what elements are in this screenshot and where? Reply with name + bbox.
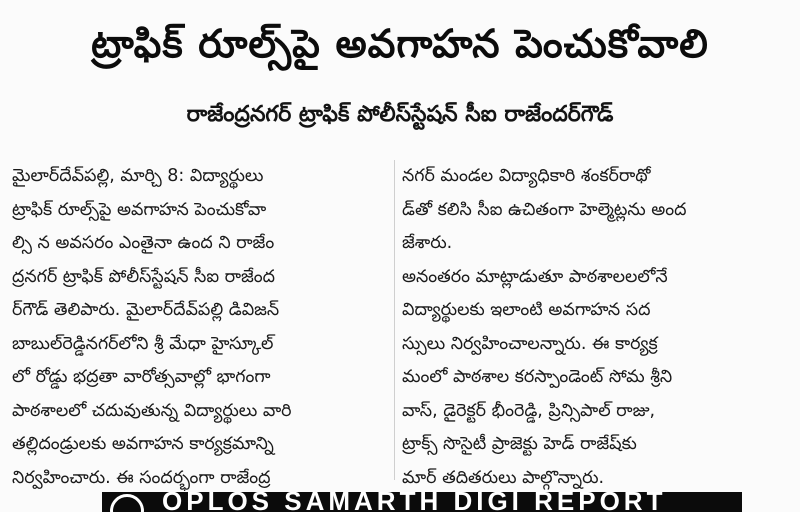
body-line: నిర్వహించారు. ఈ సందర్భంగా రాజేంద్ర: [12, 467, 271, 488]
left-column: [12, 160, 390, 495]
body-line: డ్‌తో కలిసి సీఐ ఉచితంగా హెల్మెట్లను అంద: [402, 199, 687, 220]
body-line: మంలో పాఠశాల కరస్పాండెంట్ సోమ శ్రీని: [402, 367, 673, 387]
footer-banner-text: OPLOS SAMARTH DIGI REPORT: [162, 492, 667, 512]
body-line: పాఠశాలలో చదువుతున్న విద్యార్థులు వారి: [12, 400, 292, 421]
body-line: లో రోడ్డు భద్రతా వారోత్సవాల్లో భాగంగా: [12, 367, 271, 387]
article-headline: ట్రాఫిక్ రూల్స్‌పై అవగాహన పెంచుకోవాలి: [91, 22, 709, 67]
body-line: ద్రనగర్ ట్రాఫిక్ పోలీస్‌స్టేషన్ సీఐ రాజేంద: [12, 266, 276, 287]
article-subheadline: రాజేంద్రనగర్ ట్రాఫిక్ పోలీస్‌స్టేషన్ సీఐ రాజేందర్‌గౌడ్: [186, 102, 614, 127]
body-line: నగర్ మండల విద్యాధికారి శంకర్‌రాథో: [402, 166, 651, 186]
body-line: ర్‌గౌడ్ తెలిపారు. మైలార్‌దేవ్‌పల్లి డివిజన్: [12, 300, 280, 320]
column-divider: [394, 160, 395, 480]
body-line: బాబుల్‌రెడ్డినగర్‌లోని శ్రీ మేధా హైస్కూల్: [12, 333, 274, 354]
right-column: [402, 160, 790, 495]
footer-logo-icon: [110, 494, 144, 528]
body-line: ల్సి న అవసరం ఎంతైనా ఉంద ని రాజేం: [12, 233, 275, 253]
body-line: వాస్, డైరెక్టర్ భీంరెడ్డి, ప్రిన్సిపాల్ రాజు,: [402, 400, 656, 421]
body-line: తల్లిదండ్రులకు అవగాహన కార్యక్రమాన్ని: [12, 434, 274, 454]
body-line: స్సులు నిర్వహించాలన్నారు. ఈ కార్యక్ర: [402, 333, 658, 354]
body-line: అనంతరం మాట్లాడుతూ పాఠశాలలలోనే: [402, 266, 668, 287]
footer-banner: [102, 492, 742, 512]
body-line: మార్ తదితరులు పాల్గొన్నారు.: [402, 467, 605, 488]
body-line: ట్రాఫిక్ రూల్స్‌పై అవగాహన పెంచుకోవా: [12, 199, 267, 220]
body-line: జేశారు.: [402, 233, 453, 253]
body-line: విద్యార్థులకు ఇలాంటి అవగాహన సద: [402, 300, 651, 320]
body-line: ట్రాక్స్ సొసైటీ ప్రాజెక్టు హెడ్ రాజేష్‌కు: [402, 434, 637, 454]
body-line: మైలార్‌దేవ్‌పల్లి, మార్చి 8: విద్యార్థులు: [12, 166, 264, 186]
